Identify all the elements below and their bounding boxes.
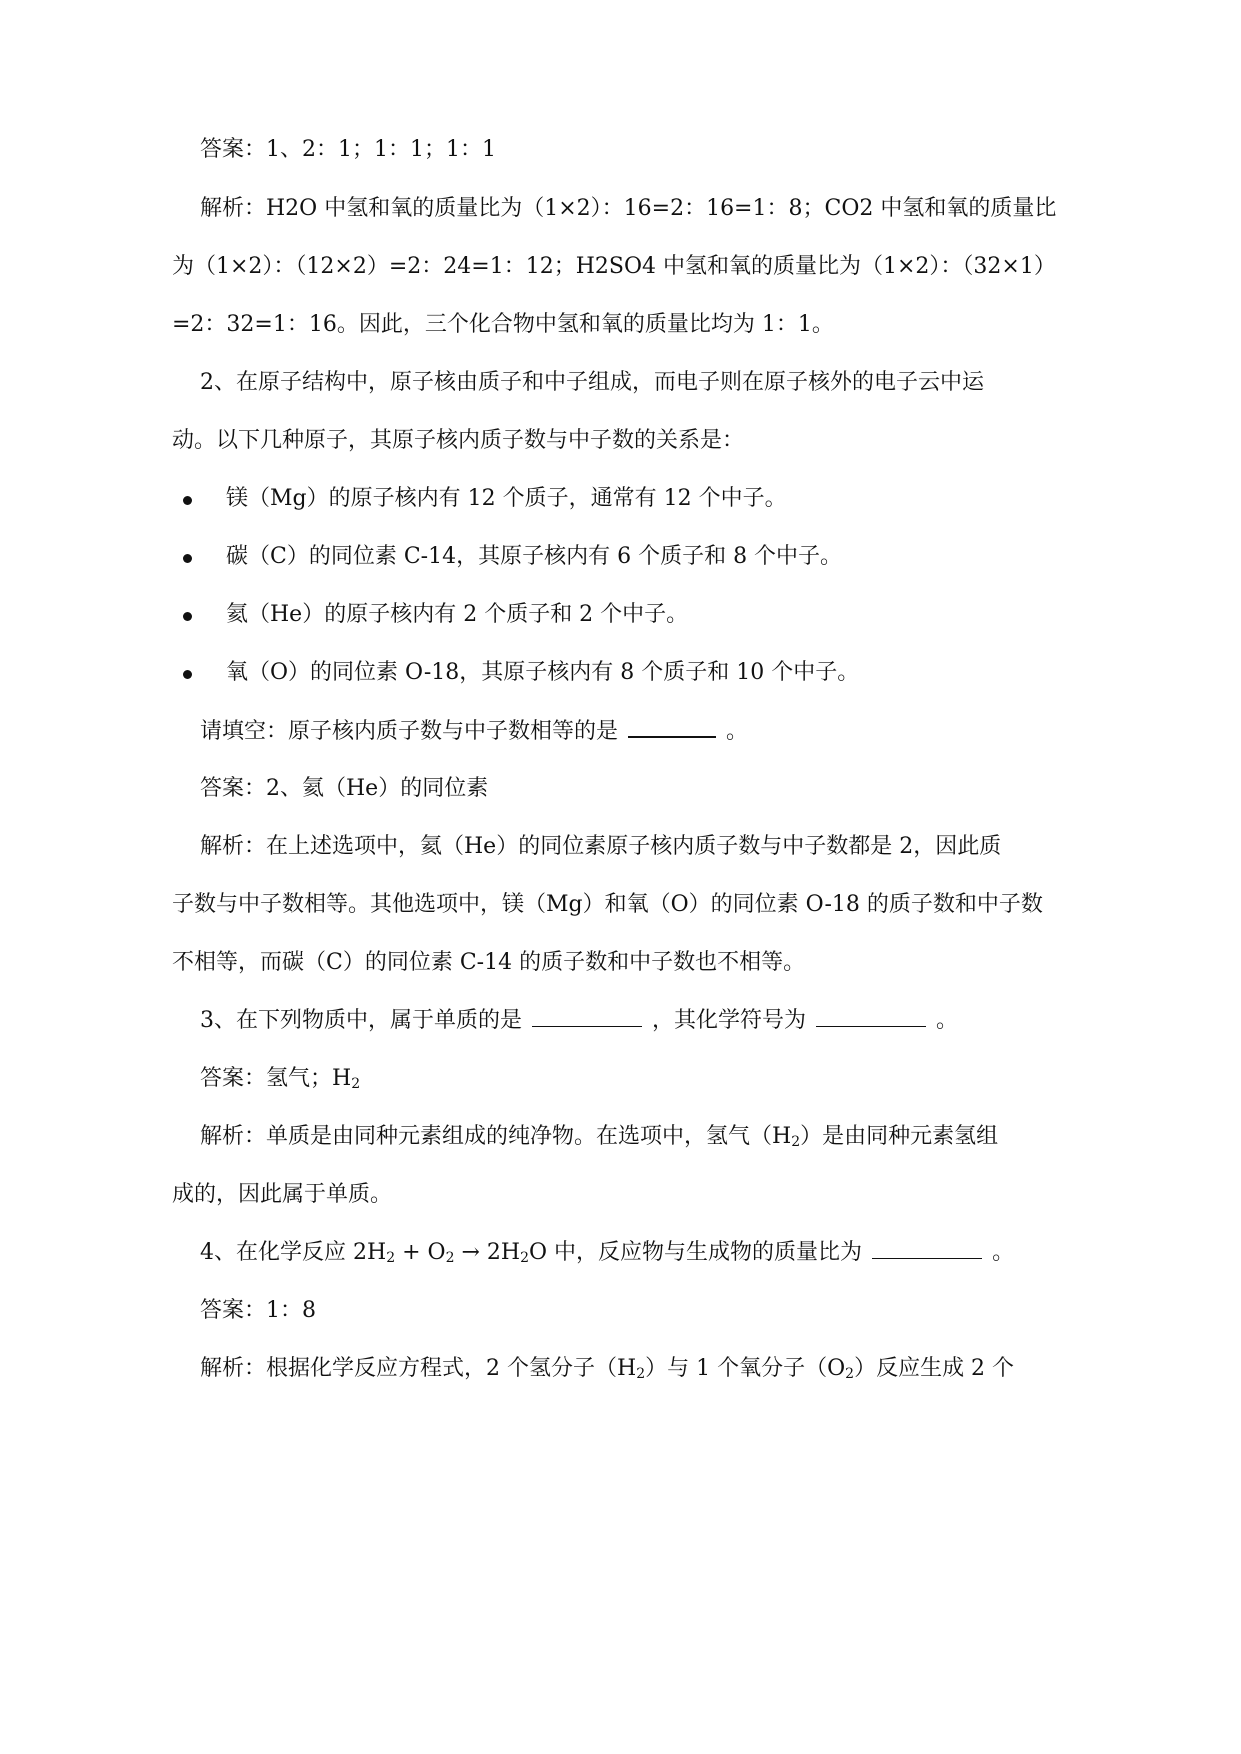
bullet-dot [183,496,192,505]
q2-fill-prefix: 请填空：原子核内质子数与中子数相等的是 [200,719,619,744]
q1-analysis-line-2: 为（1×2）：（12×2）=2：24=1：12；H2SO4 中氢和氧的质量比为（1×2）：（32×1） [172,254,1056,279]
q4-sub-1: 2 [386,1250,396,1266]
q2-answer-blank[interactable] [628,716,716,738]
q4-analysis-sub-2: 2 [845,1366,855,1382]
q2-bullet-c14: 碳（C）的同位素 C-14，其原子核内有 6 个质子和 8 个中子。 [226,544,843,569]
q4-ratio-blank[interactable] [872,1238,982,1259]
q3-symbol-blank[interactable] [816,1006,926,1027]
q4-sub-3: 2 [520,1250,530,1266]
q2-analysis-line-1: 解析：在上述选项中，氦（He）的同位素原子核内质子数与中子数都是 2，因此质 [200,834,1002,859]
q2-fill-line [200,716,748,747]
q3-answer [200,1064,360,1094]
q4-stem-e: 。 [992,1240,1015,1265]
q1-answer: 答案：1、2：1；1：1；1：1 [200,137,496,162]
q2-analysis-line-2: 子数与中子数相等。其他选项中，镁（Mg）和氧（O）的同位素 O-18 的质子数和中子数 [172,892,1043,917]
q3-stem-line [200,1006,958,1036]
q4-stem-b: + O [395,1240,446,1265]
q3-answer-text: 答案：氢气；H [200,1066,352,1091]
q4-analysis-c: ）反应生成 2 个 [854,1356,1015,1381]
q3-stem-c: 。 [936,1008,959,1033]
q3-analysis-text-b: ）是由同种元素氢组 [800,1124,999,1149]
q4-stem-line [200,1238,1014,1268]
q2-answer: 答案：2、氦（He）的同位素 [200,776,489,801]
q2-fill-suffix: 。 [726,719,749,744]
q2-bullet-mg: 镁（Mg）的原子核内有 12 个质子，通常有 12 个中子。 [226,486,787,511]
bullet-dot [183,612,192,621]
q2-stem-line-2: 动。以下几种原子，其原子核内质子数与中子数的关系是： [172,428,745,453]
q4-answer: 答案：1：8 [200,1298,316,1323]
q2-analysis-line-3: 不相等，而碳（C）的同位素 C-14 的质子数和中子数也不相等。 [172,950,806,975]
q3-stem-a: 3、在下列物质中，属于单质的是 [200,1008,522,1033]
q4-sub-2: 2 [445,1250,455,1266]
q2-bullet-he: 氦（He）的原子核内有 2 个质子和 2 个中子。 [226,602,689,627]
q3-element-blank[interactable] [532,1006,642,1027]
q4-stem-a: 4、在化学反应 2H [200,1240,387,1265]
q1-analysis-line-1: 解析：H2O 中氢和氧的质量比为（1×2）：16=2：16=1：8；CO2 中氢和氧的质量比 [200,196,1057,221]
q3-analysis-line-1 [200,1122,998,1152]
q4-analysis-a: 解析：根据化学反应方程式，2 个氢分子（H [200,1356,637,1381]
bullet-dot [183,670,192,679]
q4-analysis-b: ）与 1 个氧分子（O [645,1356,846,1381]
q4-analysis-sub-1: 2 [636,1366,646,1382]
q4-stem-d: O 中，反应物与生成物的质量比为 [529,1240,863,1265]
q1-analysis-line-3: =2：32=1：16。因此，三个化合物中氢和氧的质量比均为 1：1。 [172,312,834,337]
q2-stem-line-1: 2、在原子结构中，原子核由质子和中子组成，而电子则在原子核外的电子云中运 [200,370,984,395]
q4-stem-c: → 2H [454,1240,521,1265]
q3-analysis-subscript: 2 [791,1134,801,1150]
q4-analysis-line-1 [200,1354,1014,1384]
q3-stem-b: ，其化学符号为 [652,1008,807,1033]
q3-analysis-text-a: 解析：单质是由同种元素组成的纯净物。在选项中，氢气（H [200,1124,792,1149]
bullet-dot [183,554,192,563]
q3-analysis-line-2: 成的，因此属于单质。 [172,1182,393,1207]
q3-answer-subscript: 2 [351,1076,361,1092]
q2-bullet-o18: 氧（O）的同位素 O-18，其原子核内有 8 个质子和 10 个中子。 [226,660,860,685]
